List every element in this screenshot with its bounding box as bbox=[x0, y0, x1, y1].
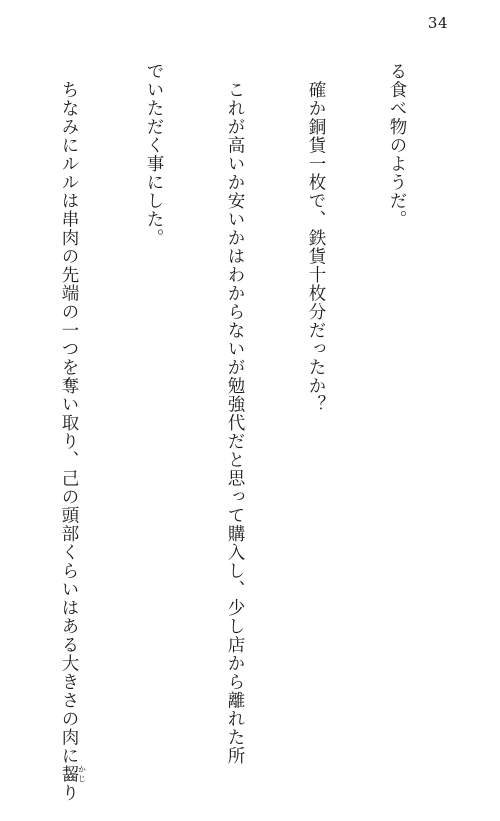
body-text bbox=[34, 62, 464, 802]
text-line: でいただく事にした。 bbox=[144, 62, 164, 247]
text-line: る食べ物のようだ。 bbox=[387, 62, 407, 229]
text-line: 確か銅貨一枚で、鉄貨十枚分だったか？ bbox=[306, 62, 326, 414]
text-line: これが高いか安いかはわからないが勉強代だと思って購入し、少し店から離れた所 bbox=[225, 62, 245, 765]
text-line bbox=[0, 62, 1, 662]
page-number: 34 bbox=[427, 14, 448, 32]
text-line-head: ちなみにルルは串肉の先端の一つを奪い取り、己の頭部くらいはある大きさの肉に bbox=[59, 62, 79, 765]
text-line-with-ruby bbox=[55, 62, 87, 802]
ruby-annotation: 齧かじ bbox=[59, 765, 87, 784]
text-line-tail: り bbox=[59, 783, 79, 802]
